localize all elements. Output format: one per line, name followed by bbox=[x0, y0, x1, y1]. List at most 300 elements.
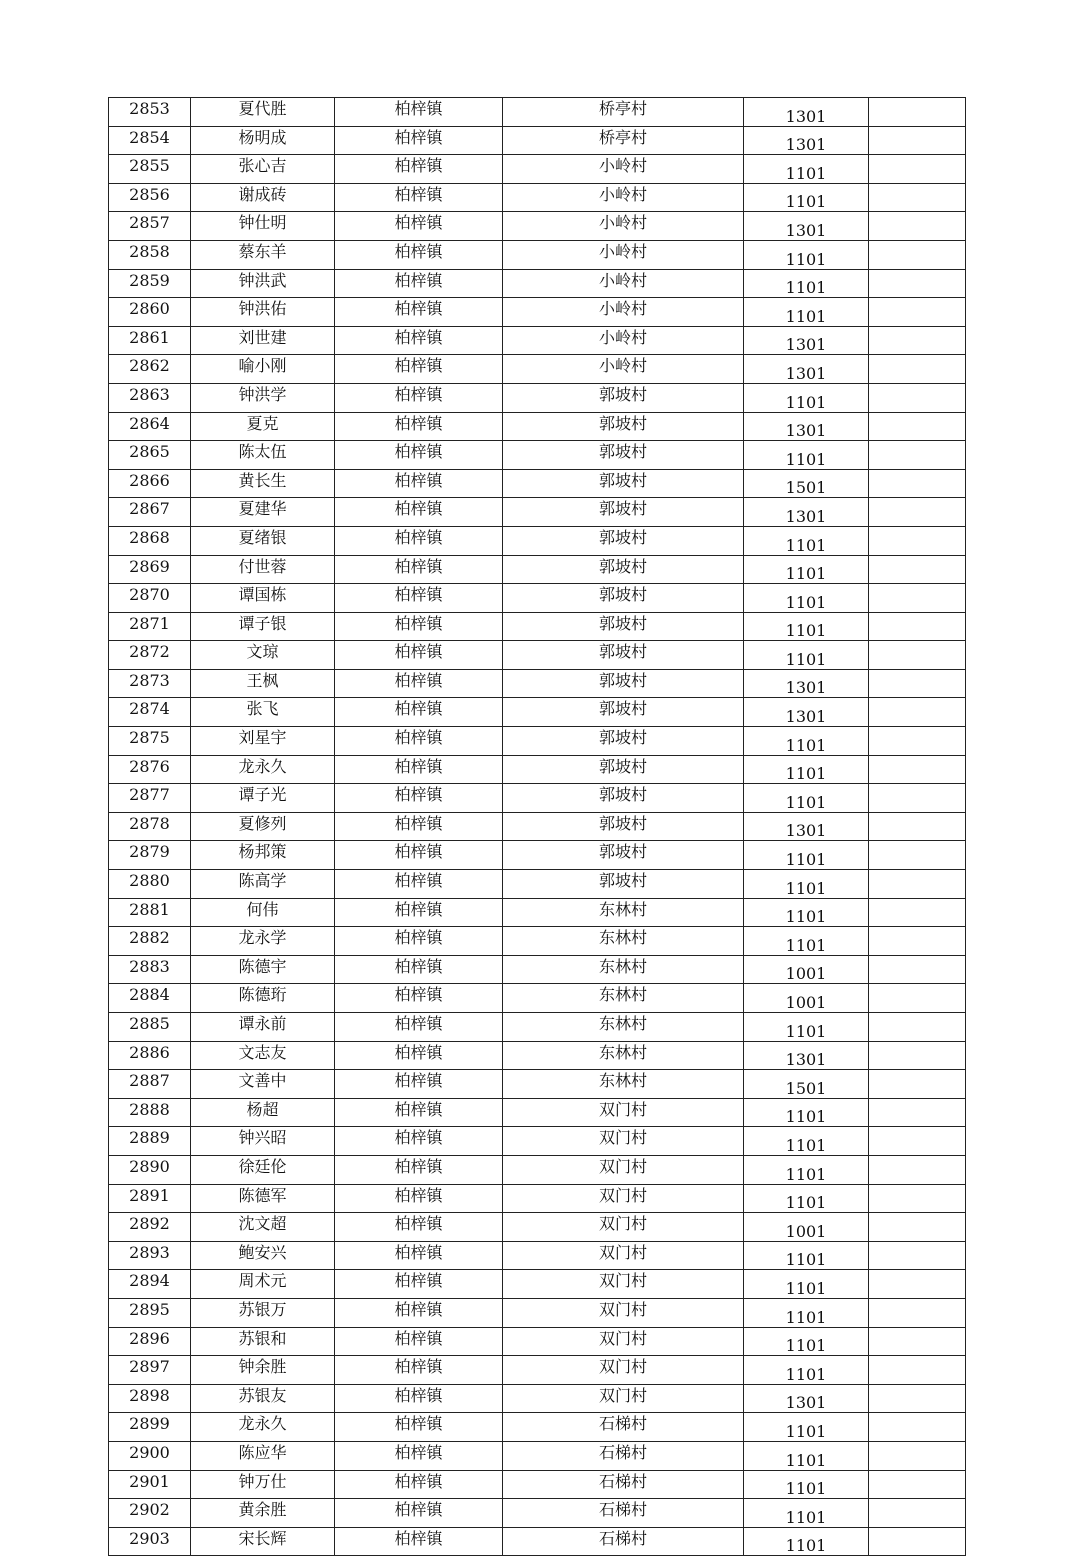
serial-number-cell: 2866 bbox=[109, 469, 191, 498]
name-cell: 陈应华 bbox=[191, 1441, 335, 1470]
code-cell: 1301 bbox=[744, 498, 869, 527]
village-cell: 东林村 bbox=[503, 1041, 744, 1070]
remark-cell bbox=[869, 612, 966, 641]
remark-cell bbox=[869, 812, 966, 841]
town-cell: 柏梓镇 bbox=[335, 1127, 503, 1156]
serial-number-cell: 2888 bbox=[109, 1098, 191, 1127]
village-cell: 双门村 bbox=[503, 1327, 744, 1356]
town-cell: 柏梓镇 bbox=[335, 212, 503, 241]
name-cell: 钟兴昭 bbox=[191, 1127, 335, 1156]
remark-cell bbox=[869, 698, 966, 727]
serial-number-cell: 2903 bbox=[109, 1527, 191, 1556]
name-cell: 夏修列 bbox=[191, 812, 335, 841]
code-cell: 1301 bbox=[744, 98, 869, 127]
town-cell: 柏梓镇 bbox=[335, 98, 503, 127]
serial-number-cell: 2896 bbox=[109, 1327, 191, 1356]
name-cell: 陈德珩 bbox=[191, 984, 335, 1013]
town-cell: 柏梓镇 bbox=[335, 1270, 503, 1299]
town-cell: 柏梓镇 bbox=[335, 1384, 503, 1413]
table-row bbox=[109, 98, 966, 127]
name-cell: 谭永前 bbox=[191, 1013, 335, 1042]
name-cell: 钟洪学 bbox=[191, 383, 335, 412]
table-row bbox=[109, 269, 966, 298]
name-cell: 王枫 bbox=[191, 669, 335, 698]
serial-number-cell: 2875 bbox=[109, 727, 191, 756]
town-cell: 柏梓镇 bbox=[335, 870, 503, 899]
serial-number-cell: 2902 bbox=[109, 1499, 191, 1528]
remark-cell bbox=[869, 98, 966, 127]
code-cell: 1101 bbox=[744, 1441, 869, 1470]
code-cell: 1101 bbox=[744, 1127, 869, 1156]
village-cell: 郭坡村 bbox=[503, 555, 744, 584]
remark-cell bbox=[869, 298, 966, 327]
table-row bbox=[109, 698, 966, 727]
table-row bbox=[109, 326, 966, 355]
serial-number-cell: 2862 bbox=[109, 355, 191, 384]
village-cell: 郭坡村 bbox=[503, 812, 744, 841]
name-cell: 谭国栋 bbox=[191, 584, 335, 613]
village-cell: 双门村 bbox=[503, 1213, 744, 1242]
remark-cell bbox=[869, 1270, 966, 1299]
town-cell: 柏梓镇 bbox=[335, 755, 503, 784]
remark-cell bbox=[869, 555, 966, 584]
serial-number-cell: 2861 bbox=[109, 326, 191, 355]
table-row bbox=[109, 1070, 966, 1099]
code-cell: 1101 bbox=[744, 727, 869, 756]
village-cell: 石梯村 bbox=[503, 1441, 744, 1470]
code-cell: 1301 bbox=[744, 355, 869, 384]
table-row bbox=[109, 412, 966, 441]
village-cell: 石梯村 bbox=[503, 1527, 744, 1556]
table-row bbox=[109, 1013, 966, 1042]
name-cell: 陈德军 bbox=[191, 1184, 335, 1213]
remark-cell bbox=[869, 669, 966, 698]
village-cell: 双门村 bbox=[503, 1184, 744, 1213]
code-cell: 1301 bbox=[744, 1041, 869, 1070]
village-cell: 郭坡村 bbox=[503, 526, 744, 555]
table-row bbox=[109, 1499, 966, 1528]
code-cell: 1101 bbox=[744, 555, 869, 584]
remark-cell bbox=[869, 1041, 966, 1070]
code-cell: 1101 bbox=[744, 298, 869, 327]
name-cell: 苏银友 bbox=[191, 1384, 335, 1413]
name-cell: 龙永学 bbox=[191, 927, 335, 956]
town-cell: 柏梓镇 bbox=[335, 1327, 503, 1356]
town-cell: 柏梓镇 bbox=[335, 269, 503, 298]
village-cell: 郭坡村 bbox=[503, 698, 744, 727]
name-cell: 文琼 bbox=[191, 641, 335, 670]
name-cell: 陈太伍 bbox=[191, 441, 335, 470]
code-cell: 1301 bbox=[744, 669, 869, 698]
town-cell: 柏梓镇 bbox=[335, 812, 503, 841]
village-cell: 郭坡村 bbox=[503, 727, 744, 756]
table-row bbox=[109, 1098, 966, 1127]
name-cell: 周术元 bbox=[191, 1270, 335, 1299]
serial-number-cell: 2901 bbox=[109, 1470, 191, 1499]
code-cell: 1501 bbox=[744, 469, 869, 498]
remark-cell bbox=[869, 1155, 966, 1184]
village-cell: 石梯村 bbox=[503, 1499, 744, 1528]
town-cell: 柏梓镇 bbox=[335, 1155, 503, 1184]
remark-cell bbox=[869, 155, 966, 184]
table-row bbox=[109, 612, 966, 641]
remark-cell bbox=[869, 1384, 966, 1413]
code-cell: 1101 bbox=[744, 898, 869, 927]
table-row bbox=[109, 955, 966, 984]
code-cell: 1301 bbox=[744, 1384, 869, 1413]
code-cell: 1001 bbox=[744, 984, 869, 1013]
code-cell: 1101 bbox=[744, 1327, 869, 1356]
table-row bbox=[109, 498, 966, 527]
village-cell: 郭坡村 bbox=[503, 498, 744, 527]
serial-number-cell: 2856 bbox=[109, 183, 191, 212]
name-cell: 宋长辉 bbox=[191, 1527, 335, 1556]
village-cell: 小岭村 bbox=[503, 183, 744, 212]
town-cell: 柏梓镇 bbox=[335, 1013, 503, 1042]
code-cell: 1501 bbox=[744, 1070, 869, 1099]
table-row bbox=[109, 641, 966, 670]
table-row bbox=[109, 1384, 966, 1413]
remark-cell bbox=[869, 469, 966, 498]
name-cell: 杨超 bbox=[191, 1098, 335, 1127]
serial-number-cell: 2874 bbox=[109, 698, 191, 727]
serial-number-cell: 2900 bbox=[109, 1441, 191, 1470]
village-cell: 东林村 bbox=[503, 1013, 744, 1042]
name-cell: 沈文超 bbox=[191, 1213, 335, 1242]
town-cell: 柏梓镇 bbox=[335, 1213, 503, 1242]
code-cell: 1101 bbox=[744, 1499, 869, 1528]
code-cell: 1101 bbox=[744, 383, 869, 412]
name-cell: 张心吉 bbox=[191, 155, 335, 184]
village-cell: 郭坡村 bbox=[503, 669, 744, 698]
town-cell: 柏梓镇 bbox=[335, 698, 503, 727]
name-cell: 钟余胜 bbox=[191, 1356, 335, 1385]
village-cell: 双门村 bbox=[503, 1098, 744, 1127]
serial-number-cell: 2855 bbox=[109, 155, 191, 184]
remark-cell bbox=[869, 183, 966, 212]
table-row bbox=[109, 383, 966, 412]
serial-number-cell: 2884 bbox=[109, 984, 191, 1013]
village-cell: 郭坡村 bbox=[503, 641, 744, 670]
name-cell: 苏银和 bbox=[191, 1327, 335, 1356]
town-cell: 柏梓镇 bbox=[335, 1098, 503, 1127]
table-row bbox=[109, 1527, 966, 1556]
town-cell: 柏梓镇 bbox=[335, 1413, 503, 1442]
name-cell: 钟洪武 bbox=[191, 269, 335, 298]
code-cell: 1101 bbox=[744, 441, 869, 470]
code-cell: 1101 bbox=[744, 1470, 869, 1499]
table-row bbox=[109, 1184, 966, 1213]
remark-cell bbox=[869, 212, 966, 241]
remark-cell bbox=[869, 269, 966, 298]
remark-cell bbox=[869, 1298, 966, 1327]
serial-number-cell: 2883 bbox=[109, 955, 191, 984]
name-cell: 陈德宇 bbox=[191, 955, 335, 984]
table-row bbox=[109, 898, 966, 927]
remark-cell bbox=[869, 984, 966, 1013]
name-cell: 刘星宇 bbox=[191, 727, 335, 756]
name-cell: 钟洪佑 bbox=[191, 298, 335, 327]
serial-number-cell: 2868 bbox=[109, 526, 191, 555]
town-cell: 柏梓镇 bbox=[335, 584, 503, 613]
town-cell: 柏梓镇 bbox=[335, 1441, 503, 1470]
remark-cell bbox=[869, 1241, 966, 1270]
remark-cell bbox=[869, 784, 966, 813]
town-cell: 柏梓镇 bbox=[335, 841, 503, 870]
name-cell: 蔡东羊 bbox=[191, 240, 335, 269]
code-cell: 1101 bbox=[744, 183, 869, 212]
remark-cell bbox=[869, 355, 966, 384]
code-cell: 1101 bbox=[744, 584, 869, 613]
name-cell: 鲍安兴 bbox=[191, 1241, 335, 1270]
serial-number-cell: 2882 bbox=[109, 927, 191, 956]
village-cell: 郭坡村 bbox=[503, 441, 744, 470]
remark-cell bbox=[869, 641, 966, 670]
village-cell: 石梯村 bbox=[503, 1413, 744, 1442]
remark-cell bbox=[869, 326, 966, 355]
table-row bbox=[109, 755, 966, 784]
table-row bbox=[109, 126, 966, 155]
table-row bbox=[109, 1213, 966, 1242]
town-cell: 柏梓镇 bbox=[335, 1470, 503, 1499]
table-row bbox=[109, 870, 966, 899]
town-cell: 柏梓镇 bbox=[335, 298, 503, 327]
name-cell: 喻小刚 bbox=[191, 355, 335, 384]
serial-number-cell: 2867 bbox=[109, 498, 191, 527]
serial-number-cell: 2880 bbox=[109, 870, 191, 899]
serial-number-cell: 2865 bbox=[109, 441, 191, 470]
name-cell: 龙永久 bbox=[191, 755, 335, 784]
remark-cell bbox=[869, 412, 966, 441]
remark-cell bbox=[869, 498, 966, 527]
village-cell: 小岭村 bbox=[503, 240, 744, 269]
remark-cell bbox=[869, 240, 966, 269]
name-cell: 杨明成 bbox=[191, 126, 335, 155]
name-cell: 陈高学 bbox=[191, 870, 335, 899]
remark-cell bbox=[869, 1441, 966, 1470]
village-cell: 双门村 bbox=[503, 1241, 744, 1270]
name-cell: 钟仕明 bbox=[191, 212, 335, 241]
name-cell: 黄余胜 bbox=[191, 1499, 335, 1528]
village-cell: 东林村 bbox=[503, 984, 744, 1013]
name-cell: 夏建华 bbox=[191, 498, 335, 527]
serial-number-cell: 2890 bbox=[109, 1155, 191, 1184]
table-row bbox=[109, 298, 966, 327]
name-cell: 徐廷伦 bbox=[191, 1155, 335, 1184]
town-cell: 柏梓镇 bbox=[335, 784, 503, 813]
serial-number-cell: 2895 bbox=[109, 1298, 191, 1327]
town-cell: 柏梓镇 bbox=[335, 898, 503, 927]
town-cell: 柏梓镇 bbox=[335, 641, 503, 670]
code-cell: 1101 bbox=[744, 1098, 869, 1127]
serial-number-cell: 2876 bbox=[109, 755, 191, 784]
village-cell: 郭坡村 bbox=[503, 870, 744, 899]
name-cell: 钟万仕 bbox=[191, 1470, 335, 1499]
name-cell: 张飞 bbox=[191, 698, 335, 727]
name-cell: 杨邦策 bbox=[191, 841, 335, 870]
town-cell: 柏梓镇 bbox=[335, 526, 503, 555]
table-row bbox=[109, 784, 966, 813]
remark-cell bbox=[869, 1213, 966, 1242]
town-cell: 柏梓镇 bbox=[335, 727, 503, 756]
code-cell: 1301 bbox=[744, 812, 869, 841]
table-row bbox=[109, 1413, 966, 1442]
remark-cell bbox=[869, 1527, 966, 1556]
serial-number-cell: 2885 bbox=[109, 1013, 191, 1042]
remark-cell bbox=[869, 1070, 966, 1099]
code-cell: 1001 bbox=[744, 1213, 869, 1242]
remark-cell bbox=[869, 927, 966, 956]
town-cell: 柏梓镇 bbox=[335, 326, 503, 355]
serial-number-cell: 2891 bbox=[109, 1184, 191, 1213]
name-cell: 夏克 bbox=[191, 412, 335, 441]
village-cell: 郭坡村 bbox=[503, 841, 744, 870]
remark-cell bbox=[869, 727, 966, 756]
name-cell: 谢成砖 bbox=[191, 183, 335, 212]
name-cell: 刘世建 bbox=[191, 326, 335, 355]
town-cell: 柏梓镇 bbox=[335, 1041, 503, 1070]
table-row bbox=[109, 927, 966, 956]
serial-number-cell: 2857 bbox=[109, 212, 191, 241]
town-cell: 柏梓镇 bbox=[335, 383, 503, 412]
village-cell: 小岭村 bbox=[503, 355, 744, 384]
table-row bbox=[109, 1155, 966, 1184]
name-cell: 文善中 bbox=[191, 1070, 335, 1099]
serial-number-cell: 2879 bbox=[109, 841, 191, 870]
serial-number-cell: 2897 bbox=[109, 1356, 191, 1385]
town-cell: 柏梓镇 bbox=[335, 612, 503, 641]
remark-cell bbox=[869, 383, 966, 412]
village-cell: 郭坡村 bbox=[503, 383, 744, 412]
code-cell: 1101 bbox=[744, 155, 869, 184]
table-row bbox=[109, 1327, 966, 1356]
table-row bbox=[109, 1441, 966, 1470]
serial-number-cell: 2877 bbox=[109, 784, 191, 813]
village-cell: 双门村 bbox=[503, 1155, 744, 1184]
name-cell: 付世蓉 bbox=[191, 555, 335, 584]
town-cell: 柏梓镇 bbox=[335, 1241, 503, 1270]
table-row bbox=[109, 584, 966, 613]
code-cell: 1301 bbox=[744, 698, 869, 727]
village-cell: 小岭村 bbox=[503, 326, 744, 355]
town-cell: 柏梓镇 bbox=[335, 441, 503, 470]
table-row bbox=[109, 1356, 966, 1385]
serial-number-cell: 2892 bbox=[109, 1213, 191, 1242]
remark-cell bbox=[869, 1413, 966, 1442]
serial-number-cell: 2878 bbox=[109, 812, 191, 841]
name-cell: 文志友 bbox=[191, 1041, 335, 1070]
remark-cell bbox=[869, 870, 966, 899]
serial-number-cell: 2899 bbox=[109, 1413, 191, 1442]
serial-number-cell: 2873 bbox=[109, 669, 191, 698]
village-cell: 双门村 bbox=[503, 1298, 744, 1327]
table-row bbox=[109, 1127, 966, 1156]
town-cell: 柏梓镇 bbox=[335, 984, 503, 1013]
serial-number-cell: 2886 bbox=[109, 1041, 191, 1070]
name-cell: 夏绪银 bbox=[191, 526, 335, 555]
village-cell: 郭坡村 bbox=[503, 412, 744, 441]
serial-number-cell: 2853 bbox=[109, 98, 191, 127]
town-cell: 柏梓镇 bbox=[335, 1499, 503, 1528]
town-cell: 柏梓镇 bbox=[335, 469, 503, 498]
remark-cell bbox=[869, 1356, 966, 1385]
village-cell: 双门村 bbox=[503, 1127, 744, 1156]
serial-number-cell: 2863 bbox=[109, 383, 191, 412]
town-cell: 柏梓镇 bbox=[335, 240, 503, 269]
serial-number-cell: 2889 bbox=[109, 1127, 191, 1156]
serial-number-cell: 2894 bbox=[109, 1270, 191, 1299]
remark-cell bbox=[869, 126, 966, 155]
village-cell: 小岭村 bbox=[503, 298, 744, 327]
code-cell: 1301 bbox=[744, 212, 869, 241]
table-row bbox=[109, 212, 966, 241]
table-row bbox=[109, 984, 966, 1013]
code-cell: 1101 bbox=[744, 927, 869, 956]
town-cell: 柏梓镇 bbox=[335, 1527, 503, 1556]
town-cell: 柏梓镇 bbox=[335, 355, 503, 384]
serial-number-cell: 2872 bbox=[109, 641, 191, 670]
serial-number-cell: 2871 bbox=[109, 612, 191, 641]
village-cell: 东林村 bbox=[503, 955, 744, 984]
name-cell: 龙永久 bbox=[191, 1413, 335, 1442]
table-row bbox=[109, 555, 966, 584]
remark-cell bbox=[869, 1127, 966, 1156]
serial-number-cell: 2869 bbox=[109, 555, 191, 584]
serial-number-cell: 2887 bbox=[109, 1070, 191, 1099]
town-cell: 柏梓镇 bbox=[335, 955, 503, 984]
code-cell: 1101 bbox=[744, 1155, 869, 1184]
code-cell: 1101 bbox=[744, 784, 869, 813]
name-cell: 谭子银 bbox=[191, 612, 335, 641]
serial-number-cell: 2859 bbox=[109, 269, 191, 298]
table-row bbox=[109, 1470, 966, 1499]
serial-number-cell: 2870 bbox=[109, 584, 191, 613]
village-cell: 小岭村 bbox=[503, 212, 744, 241]
remark-cell bbox=[869, 898, 966, 927]
code-cell: 1101 bbox=[744, 870, 869, 899]
code-cell: 1101 bbox=[744, 1270, 869, 1299]
village-cell: 双门村 bbox=[503, 1356, 744, 1385]
table-row bbox=[109, 1298, 966, 1327]
village-cell: 东林村 bbox=[503, 898, 744, 927]
remark-cell bbox=[869, 1098, 966, 1127]
name-cell: 何伟 bbox=[191, 898, 335, 927]
table-row bbox=[109, 1270, 966, 1299]
code-cell: 1101 bbox=[744, 1241, 869, 1270]
roster-table-body bbox=[109, 98, 966, 1556]
code-cell: 1101 bbox=[744, 641, 869, 670]
serial-number-cell: 2858 bbox=[109, 240, 191, 269]
code-cell: 1301 bbox=[744, 126, 869, 155]
town-cell: 柏梓镇 bbox=[335, 1298, 503, 1327]
village-cell: 双门村 bbox=[503, 1270, 744, 1299]
table-row bbox=[109, 469, 966, 498]
town-cell: 柏梓镇 bbox=[335, 1184, 503, 1213]
village-cell: 郭坡村 bbox=[503, 584, 744, 613]
remark-cell bbox=[869, 1470, 966, 1499]
town-cell: 柏梓镇 bbox=[335, 555, 503, 584]
code-cell: 1101 bbox=[744, 1356, 869, 1385]
code-cell: 1101 bbox=[744, 1184, 869, 1213]
code-cell: 1301 bbox=[744, 326, 869, 355]
serial-number-cell: 2860 bbox=[109, 298, 191, 327]
town-cell: 柏梓镇 bbox=[335, 155, 503, 184]
name-cell: 谭子光 bbox=[191, 784, 335, 813]
remark-cell bbox=[869, 1499, 966, 1528]
code-cell: 1101 bbox=[744, 269, 869, 298]
village-cell: 桥亭村 bbox=[503, 98, 744, 127]
serial-number-cell: 2893 bbox=[109, 1241, 191, 1270]
